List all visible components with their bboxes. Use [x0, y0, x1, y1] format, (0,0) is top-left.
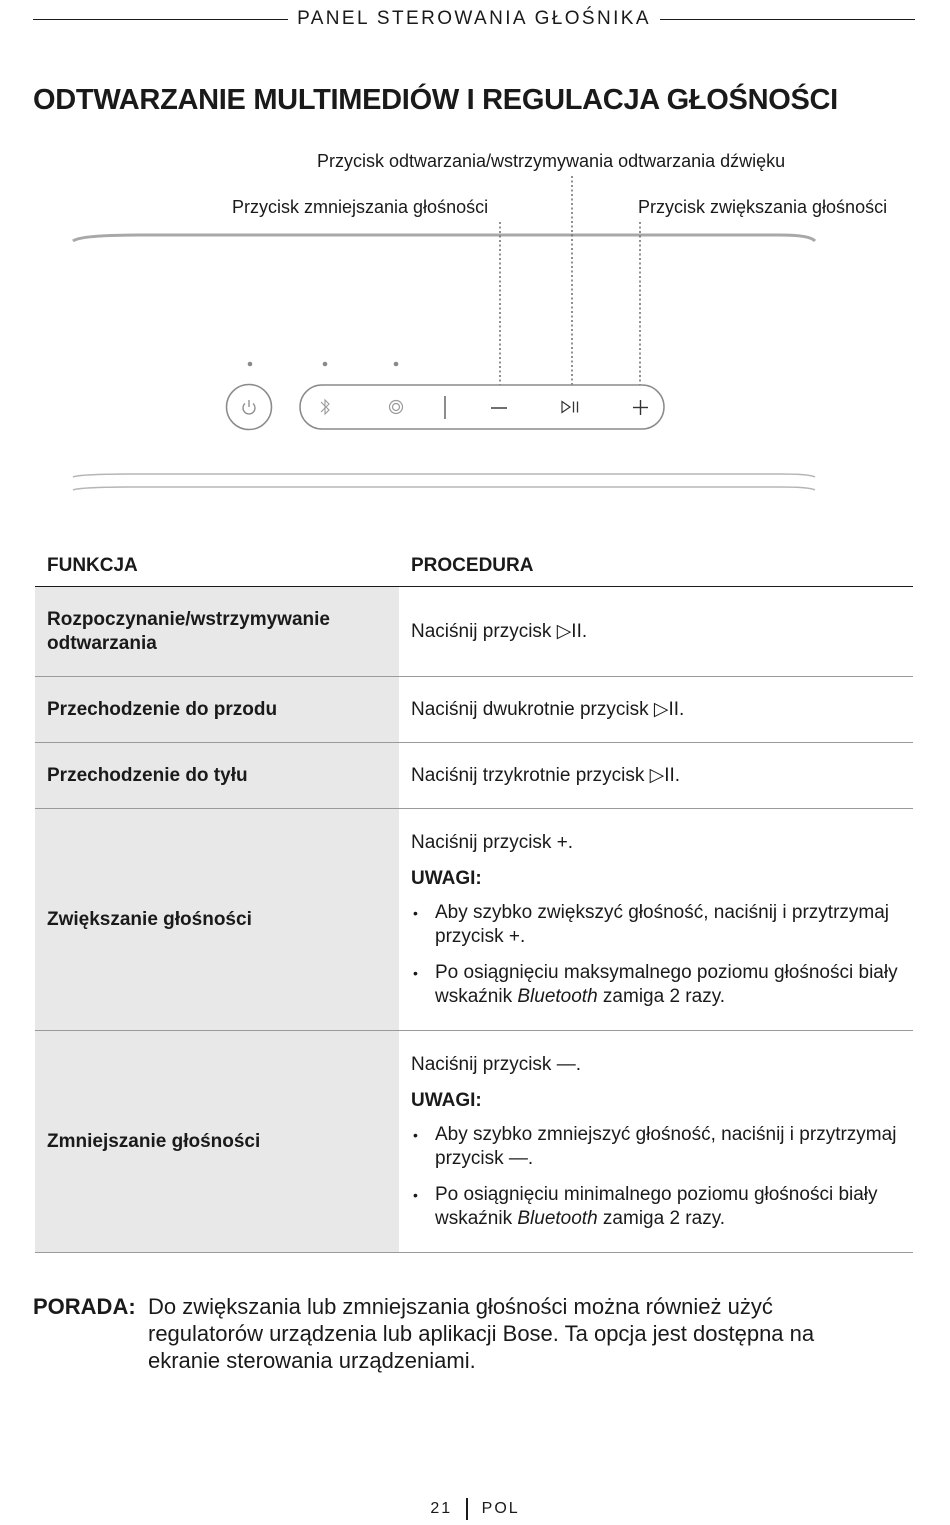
footer-language: POL [481, 1500, 520, 1517]
procedure-cell [399, 677, 913, 742]
power-button[interactable] [227, 385, 272, 430]
function-cell: Zwiększanie głośności [35, 809, 399, 1030]
note-item: • Po osiągnięciu minimalnego poziomu głośności biały wskaźnik Bluetooth zamiga 2 razy. [413, 1183, 878, 1229]
note-item: • Po osiągnięciu maksymalnego poziomu głośności biały wskaźnik Bluetooth zamiga 2 razy. [413, 961, 898, 1007]
procedure-text: Naciśnij przycisk ▷II. [411, 620, 588, 642]
procedure-text: Naciśnij trzykrotnie przycisk ▷II. [411, 764, 681, 786]
page-title: ODTWARZANIE MULTIMEDIÓW I REGULACJA GŁOŚNOŚCI [33, 84, 838, 116]
table-header [35, 548, 913, 587]
procedure-cell [399, 743, 913, 808]
procedure-cell [399, 809, 913, 1030]
callout-volume-down: Przycisk zmniejszania głośności [232, 197, 489, 217]
tip-label: PORADA: [33, 1294, 136, 1319]
notes-list [411, 1123, 901, 1231]
callout-volume-up: Przycisk zwiększania głośności [638, 197, 888, 217]
note-item: • Aby szybko zmniejszyć głośność, naciśnij i przytrzymaj przycisk —. [413, 1123, 897, 1169]
section-label: PANEL STEROWANIA GŁOŚNIKA [297, 8, 651, 29]
note-item: • Aby szybko zwiększyć głośność, naciśnij i przytrzymaj przycisk +. [413, 901, 890, 947]
procedure-cell [399, 1031, 913, 1252]
column-header-function: FUNKCJA [47, 555, 138, 576]
callout-play-pause: Przycisk odtwarzania/wstrzymywania odtwarzania dźwięku [317, 151, 786, 171]
tip-text: Do zwiększania lub zmniejszania głośności można również użyć regulatorów urządzenia lub aplikacji Bose. Ta opcja jest dostępna na ekranie sterowania urządzeniami. [148, 1294, 815, 1373]
notes-list [411, 901, 901, 1009]
table-row [35, 587, 913, 677]
table-row [35, 743, 913, 809]
table-row [35, 1031, 913, 1253]
procedure-cell [399, 587, 913, 676]
power-indicator-dot [248, 362, 253, 367]
footer-separator [466, 1498, 468, 1520]
procedure-text: Naciśnij przycisk —. [411, 1053, 581, 1075]
page-footer [0, 1498, 950, 1520]
tip-block [33, 1293, 913, 1374]
column-header-procedure: PROCEDURA [411, 555, 534, 576]
action-indicator-dot [394, 362, 399, 367]
function-table [35, 548, 913, 1253]
speaker-bottom-edge-1 [73, 474, 815, 477]
page-number: 21 [430, 1500, 453, 1517]
speaker-top-edge [73, 235, 815, 241]
function-cell: Przechodzenie do tyłu [35, 743, 399, 808]
bluetooth-indicator-dot [323, 362, 328, 367]
procedure-text: Naciśnij dwukrotnie przycisk ▷II. [411, 698, 685, 720]
notes-title: UWAGI: [411, 867, 482, 889]
notes-title: UWAGI: [411, 1089, 482, 1111]
function-cell: Przechodzenie do przodu [35, 677, 399, 742]
function-cell: Zmniejszanie głośności [35, 1031, 399, 1252]
speaker-control-diagram [0, 0, 950, 520]
button-bar [300, 385, 664, 429]
table-row [35, 677, 913, 743]
speaker-bottom-edge-2 [73, 487, 815, 490]
table-row [35, 809, 913, 1031]
procedure-text: Naciśnij przycisk +. [411, 831, 574, 853]
function-cell: Rozpoczynanie/wstrzymywanie odtwarzania [35, 587, 399, 676]
